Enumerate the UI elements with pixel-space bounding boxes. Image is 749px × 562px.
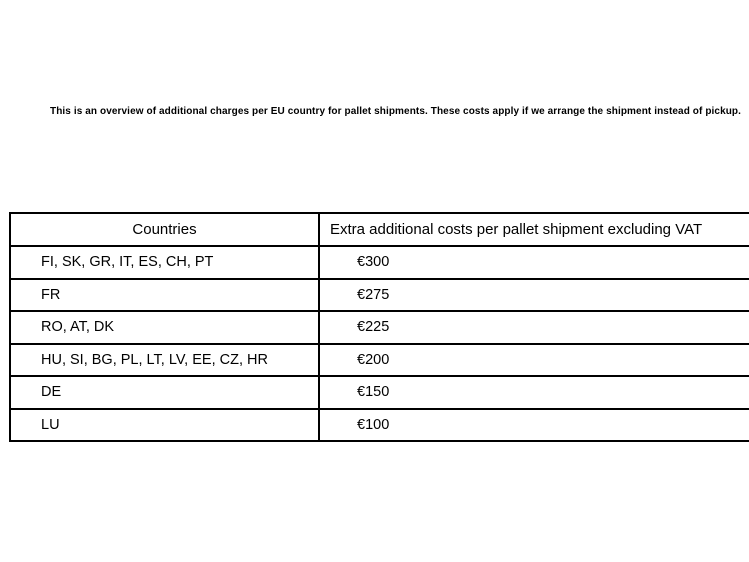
- charges-table-header: [10, 213, 749, 246]
- countries-cell: RO, AT, DK: [10, 311, 319, 344]
- intro-paragraph: This is an overview of additional charges per EU country for pallet shipments. These costs apply if we arrange the shipment instead of pickup.: [50, 106, 742, 117]
- header-row: [10, 213, 749, 246]
- cost-cell: €100: [319, 409, 749, 442]
- table-row: [10, 409, 749, 442]
- table-row: [10, 344, 749, 377]
- table-row: [10, 311, 749, 344]
- table-row: [10, 246, 749, 279]
- charges-table: [9, 212, 749, 442]
- cost-cell: €275: [319, 279, 749, 312]
- cost-cell: €300: [319, 246, 749, 279]
- header-cell-countries: Countries: [10, 213, 319, 246]
- cost-cell: €150: [319, 376, 749, 409]
- table-row: [10, 279, 749, 312]
- table-row: [10, 376, 749, 409]
- cost-cell: €200: [319, 344, 749, 377]
- header-cell-cost: Extra additional costs per pallet shipment excluding VAT: [319, 213, 749, 246]
- charges-table-body: [10, 246, 749, 441]
- countries-cell: LU: [10, 409, 319, 442]
- cost-cell: €225: [319, 311, 749, 344]
- countries-cell: FI, SK, GR, IT, ES, CH, PT: [10, 246, 319, 279]
- countries-cell: HU, SI, BG, PL, LT, LV, EE, CZ, HR: [10, 344, 319, 377]
- countries-cell: FR: [10, 279, 319, 312]
- countries-cell: DE: [10, 376, 319, 409]
